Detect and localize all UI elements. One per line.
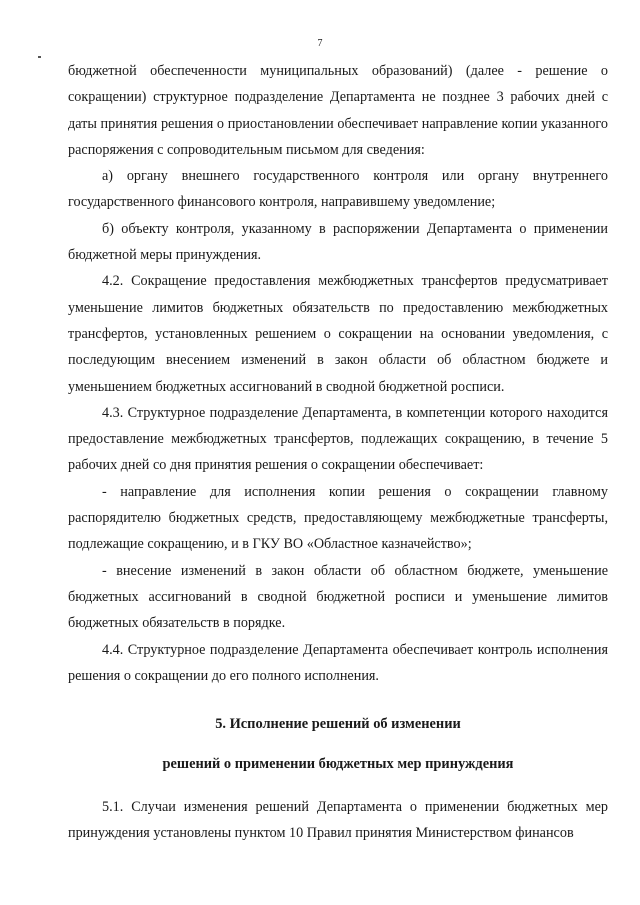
scan-mark [38, 56, 41, 58]
paragraph-continuation: бюджетной обеспеченности муниципальных образований) (далее - решение о сокращении) структурное подразделение Департамента не позднее 3 рабочих дней с даты принятия решения о приостановлении обеспечивает направление копии указанного распоряжения с сопроводительным письмом для сведения: [68, 63, 608, 158]
spacer [68, 689, 608, 711]
paragraph-4-3-item-1: - направление для исполнения копии решения о сокращении главному распорядителю бюджетных средств, предоставляющему межбюджетные трансферты, подлежащие сокращению, и в ГКУ ВО «Областное казначейство»; [68, 483, 608, 553]
paragraph-item-a: а) органу внешнего государственного контроля или органу внутреннего государственного финансового контроля, направившему уведомление; [68, 168, 608, 211]
section-heading-line-1: 5. Исполнение решений об изменении [215, 716, 461, 733]
page-number: 7 [317, 38, 323, 49]
paragraph-item-b: б) объекту контроля, указанному в распоряжении Департамента о применении бюджетной меры принуждения. [68, 220, 608, 264]
section-heading-line-2: решений о применении бюджетных мер принуждения [162, 756, 514, 773]
paragraph-5-1: 5.1. Случаи изменения решений Департамента о применении бюджетных мер принуждения установлены пунктом 10 Правил принятия Министерством финансов [68, 798, 608, 842]
spacer [68, 778, 608, 794]
paragraph-4-3: 4.3. Структурное подразделение Департамента, в компетенции которого находится предоставление межбюджетных трансфертов, подлежащих сокращению, в течение 5 рабочих дней со дня принятия решения о сокращении обеспечивает: [68, 404, 608, 474]
spacer [68, 737, 608, 751]
paragraph-4-2: 4.2. Сокращение предоставления межбюджетных трансфертов предусматривает уменьшение лимитов бюджетных обязательств по предоставлению межбюджетных трансфертов, установленных решением о сокращении на основании уведомления, с последующим внесением изменений в закон области об областном бюджете и уменьшением бюджетных ассигнований в сводной бюджетной росписи. [68, 273, 608, 395]
paragraph-4-3-item-2: - внесение изменений в закон области об областном бюджете, уменьшение бюджетных ассигнований в сводной бюджетной росписи и уменьшение лимитов бюджетных обязательств в порядке. [68, 562, 608, 632]
document-body [68, 58, 608, 846]
paragraph-4-4: 4.4. Структурное подразделение Департамента обеспечивает контроль исполнения решения о сокращении до его полного исполнения. [68, 641, 608, 684]
